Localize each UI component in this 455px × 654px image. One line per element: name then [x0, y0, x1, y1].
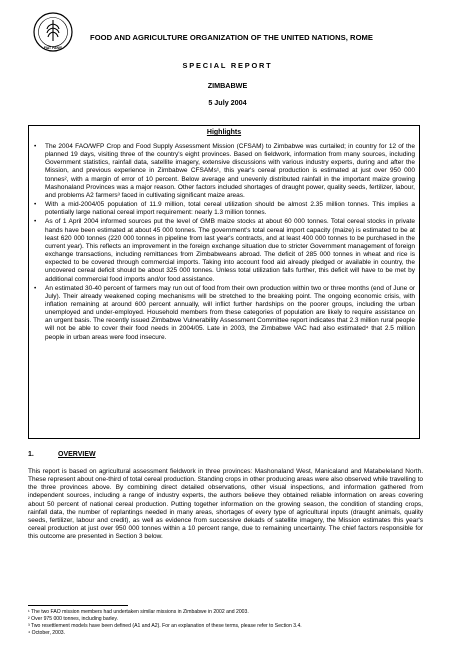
footnote: ⁴ October, 2003. — [28, 629, 66, 636]
bullet-icon: • — [34, 201, 37, 209]
footnote: ¹ The two FAO mission members had undertaken similar missions in Zimbabwe in 2002 and 2003. — [28, 609, 249, 615]
highlights-list — [29, 143, 419, 342]
footnote-divider — [28, 605, 128, 606]
report-date: 5 July 2004 — [208, 98, 247, 107]
org-name: FOOD AND AGRICULTURE ORGANIZATION OF THE UNITED NATIONS, ROME — [90, 33, 374, 42]
highlight-item: • As of 1 April 2004 informed sources put the level of GMB maize stocks at about 60 000 tonnes. Total cereal stocks in private hands have been estimated at about 45 000 tonnes. The government's total cereal import capacity (maize) is estimated to be at least 620 000 tonnes (220 000 tonnes in pipeline from last year's contracts, and at least 400 000 tonnes to be purchased in the current year). This reflects an improvement in the foreign exchange situation due to stricter Government management of foreign exchange transactions, including remittances from Zimbabweans abroad. The deficit of 285 000 tonnes in wheat and rice is expected to be covered through commercial imports. Taking into account food aid already pledged or available in country, the uncovered cereal deficit should be about 325 000 tonnes. Unless total utilization falls further, this deficit will have to be met by additional commercial food imports and/or food assistance. — [34, 218, 415, 283]
country-title: ZIMBABWE — [207, 81, 248, 90]
fao-logo — [33, 12, 73, 52]
footnote: ² Over 975 000 tonnes, including barley. — [28, 615, 118, 622]
bullet-icon: • — [34, 284, 37, 292]
section-number: 1. — [28, 451, 34, 458]
report-label: SPECIAL REPORT — [182, 61, 273, 70]
highlight-item: • An estimated 30-40 percent of farmers may run out of food from their own production within two or three months (end of June or July). Their already weakened coping mechanisms will be stretched to the breaking point. The ongoing economic crisis, with inflation remaining at around 600 percent annually, will inflict further hardships on the poorer groups, including the urban unemployed and under-employed. Household members from these categories of population are likely to require assistance on an urgent basis. The recently issued Zimbabwe Vulnerability Assessment Committee report indicates that 2.3 million rural people will not be able to cover their food needs in 2004/05. Late in 2003, the Zimbabwe VAC had also estimated⁴ that 2.5 million people in urban areas were food insecure. — [34, 284, 415, 341]
highlight-item: • The 2004 FAO/WFP Crop and Food Supply Assessment Mission (CFSAM) to Zimbabwe was curtailed; in country for 12 of the planned 19 days, visiting three of the country's eight provinces. Based on fieldwork, information from many sources, including Government statistics, rainfall data, satellite imagery, extensive discussions with various industry experts, during and after the Mission, and previous experience in Zimbabwe CFSAMs¹, this year's cereal production is estimated at just over 950 000 tonnes², with a margin of error of 10 percent. Below average and unevenly distributed rainfall in the important maize growing Mashonaland Provinces was a major reason. Other factors included shortages of draught power, quality seeds, fertilizer, labour, and problems A2 farmers³ faced in cultivating significant maize areas. — [34, 143, 415, 199]
section-heading — [28, 451, 96, 458]
section-title: OVERVIEW — [58, 451, 96, 458]
logo-motto: FIAT PANIS — [43, 46, 63, 50]
footnote: ³ Two resettlement models have been defined (A1 and A2). For an explanation of these terms, please refer to Section 3.4. — [28, 622, 302, 629]
highlights-box — [28, 125, 420, 439]
bullet-icon: • — [34, 218, 37, 226]
overview-paragraph: This report is based on agricultural assessment fieldwork in three provinces: Mashonaland West, Manicaland and Matabeleland North. These represent about one-third of total cereal production. Standing crops in other producing areas were also observed while travelling to the three provinces above. By combining direct detailed observations, other visual inspections, and information gathered from independent sources, including a range of industry experts, the authors believe they obtained reliable information on areas covering about 50 percent of national cereal production. Putting together information on the growing season, the condition of standing crops, rainfall data, the number of replantings needed in many areas, shortages of every type of agricultural inputs (draught animals, quality seeds, fertilizer, labour and credit), as well as evidence from successive dekads of satellite imagery, the Mission estimates this year's cereal production at just over 950 000 tonnes within a 10 percent range, due to remaining uncertainty. The chief factors responsible for this outcome are presented in Section 3 below. — [28, 468, 423, 541]
highlight-item: • With a mid-2004/05 population of 11.9 million, total cereal utilization should be almost 2.35 million tonnes. This implies a potentially large national cereal import requirement: nearly 1.3 million tonnes. — [34, 201, 415, 217]
highlights-title: Highlights — [206, 129, 242, 136]
bullet-icon: • — [34, 143, 37, 150]
footnotes — [28, 609, 428, 637]
